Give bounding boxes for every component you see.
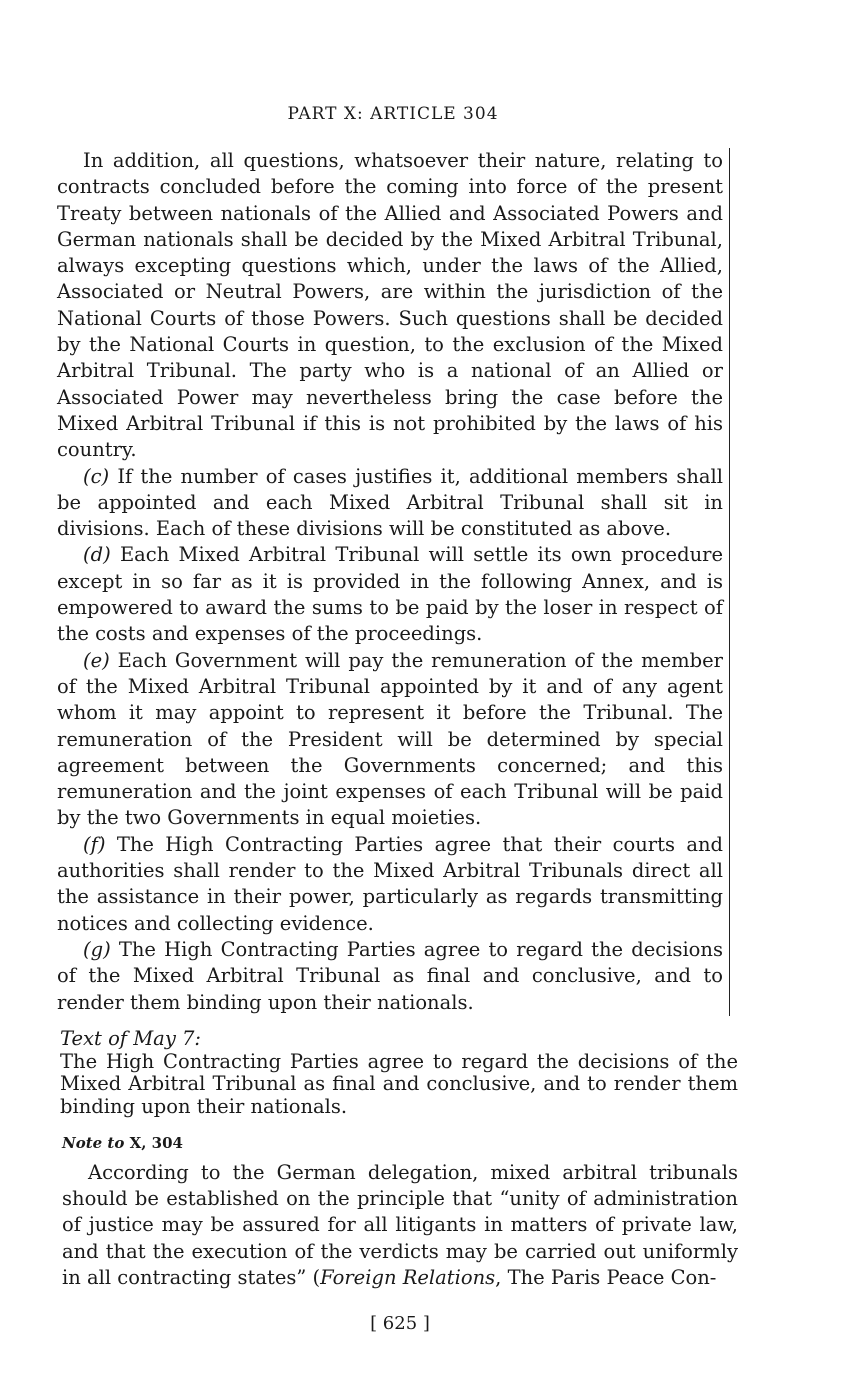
page-number: [ 625 ] [370,1313,430,1334]
clause-e-text: Each Government will pay the remuneration of the member of the Mixed Arbitral Tribunal appointed by it and of any agent whom it may appoint to represent it before the Tribunal. The remuneration of the President will be determined by special agreement between the Governments concerned; and this remuneration and the joint expenses of each Tribunal will be paid by the two Governments in equal moieties. [57,648,723,830]
clause-f-label: (f) [83,832,106,856]
note-paragraph [62,1160,738,1291]
clause-g [57,937,723,1016]
clause-d-label: (d) [83,543,111,567]
note-text-after: , The Paris Peace Con- [495,1265,717,1289]
clause-e [57,648,723,832]
note-text-before: According to the German delegation, mixed arbitral tribunals should be established on the principle that “unity of administration of justice may be assured for all litigants in matters of private law, and that the execution of the verdicts may be carried out uniformly in all contracting states” ( [62,1161,738,1289]
clause-f [57,832,723,937]
note-text-italic: Foreign Relations [320,1265,496,1289]
clause-c [57,464,723,543]
note-heading [62,1134,183,1152]
note-heading-prefix: Note to [62,1134,125,1152]
clause-g-text: The High Contracting Parties agree to regard the decisions of the Mixed Arbitral Tribunal as final and conclusive, and to render them binding upon their nationals. [57,937,723,1014]
clause-d-text: Each Mixed Arbitral Tribunal will settle its own procedure except in so far as it is provided in the following Annex, and is empowered to award the sums to be paid by the loser in respect of the costs and expenses of the proceedings. [57,543,723,646]
note-heading-ref: X, 304 [124,1134,183,1152]
text-of-may-7 [60,1028,738,1118]
clause-c-text: If the number of cases justifies it, additional members shall be appointed and each Mixed Arbitral Tribunal shall sit in divisions. Each of these divisions will be constituted as above. [57,464,723,541]
article-text [57,148,730,1016]
clause-f-text: The High Contracting Parties agree that their courts and authorities shall render to the Mixed Arbitral Tribunals direct all the assistance in their power, particularly as regards transmitting notices and collecting evidence. [57,832,723,935]
clause-d [57,542,723,647]
may-text-title: Text of May 7: [60,1027,202,1050]
note-text [62,1160,738,1291]
page-header: PART X: ARTICLE 304 [287,104,499,124]
clause-c-label: (c) [83,464,110,488]
may-text-body: The High Contracting Parties agree to regard the decisions of the Mixed Arbitral Tribunal as final and conclusive, and to render them binding upon their nationals. [60,1049,738,1118]
paragraph-jurisdiction: In addition, all questions, whatsoever their nature, relating to contracts concluded before the coming into force of the present Treaty between nationals of the Allied and Associated Powers and German nationals shall be decided by the Mixed Arbitral Tribunal, always excepting questions which, under the laws of the Allied, Associated or Neutral Powers, are within the jurisdiction of the National Courts of those Powers. Such questions shall be decided by the National Courts in question, to the exclusion of the Mixed Arbitral Tribunal. The party who is a national of an Allied or Associated Power may nevertheless bring the case before the Mixed Arbitral Tribunal if this is not prohibited by the laws of his country. [57,149,723,462]
clause-g-label: (g) [83,937,111,961]
clause-e-label: (e) [83,648,110,672]
